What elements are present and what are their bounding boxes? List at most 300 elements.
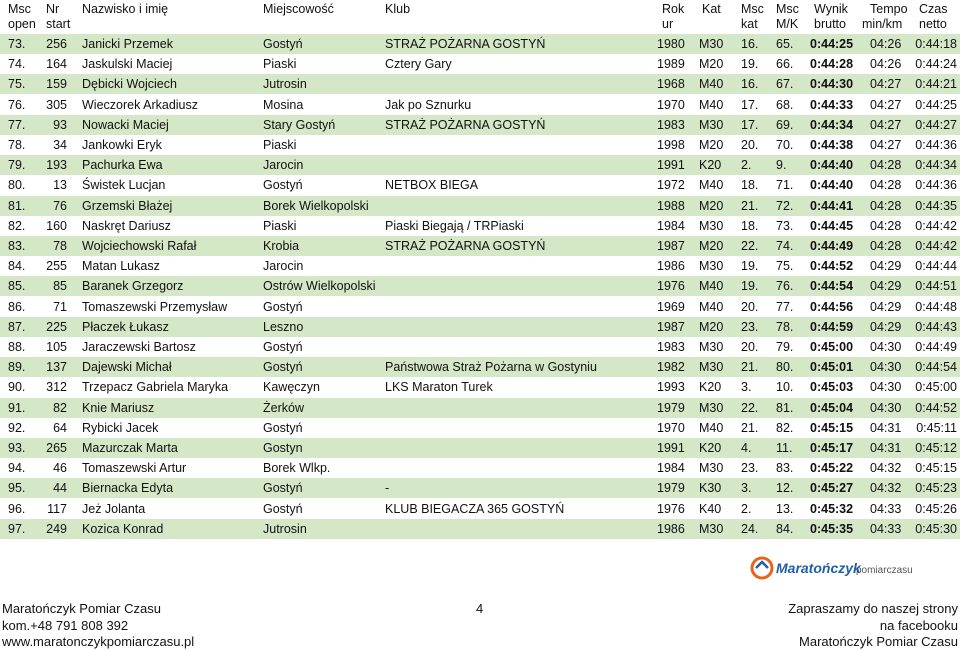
header-text: min/km [862,17,903,31]
cell-tempo: 04:31 [870,441,902,456]
cell-club: NETBOX BIEGA [385,178,479,193]
cell-city: Gostyń [263,178,303,193]
cell-year: 1970 [657,421,685,436]
cell-netto: 0:44:48 [915,300,957,315]
cell-club: Cztery Gary [385,57,452,72]
cell-name: Knie Mariusz [82,401,155,416]
cell-name: Matan Lukasz [82,259,160,274]
cell-name: Mazurczak Marta [82,441,178,456]
cell-year: 1986 [657,522,685,537]
cell-city: Borek Wlkp. [263,461,331,476]
cell-msc: 86. [8,300,26,315]
cell-year: 1991 [657,441,685,456]
cell-city: Gostyń [263,421,303,436]
cell-msc-kat: 2. [741,502,752,517]
cell-msc-mk: 83. [776,461,794,476]
cell-msc-kat: 21. [741,360,759,375]
cell-tempo: 04:27 [870,118,902,133]
cell-nr: 137 [46,360,67,375]
header-text: Msc [741,2,764,16]
cell-club: STRAŻ POŻARNA GOSTYŃ [385,37,546,51]
cell-cat: M30 [699,522,724,537]
footer-facebook[interactable]: na facebooku [879,618,958,633]
cell-nr: 46 [53,461,67,476]
cell-netto: 0:44:54 [915,360,957,375]
cell-cat: M20 [699,199,724,214]
cell-msc: 84. [8,259,26,274]
cell-msc-kat: 19. [741,259,759,274]
cell-msc: 80. [8,178,26,193]
cell-year: 1984 [657,219,685,234]
cell-msc-mk: 72. [776,199,794,214]
cell-tempo: 04:33 [870,522,902,537]
cell-netto: 0:45:15 [915,461,957,476]
cell-name: Dębicki Wojciech [82,77,177,92]
cell-city: Jarocin [263,158,304,173]
cell-msc-mk: 69. [776,118,794,133]
cell-cat: M30 [699,401,724,416]
header-text: Msc [776,2,799,16]
cell-name: Wojciechowski Rafał [82,239,197,254]
header-text: open [8,17,36,31]
cell-city: Gostyń [263,37,303,51]
table-row [0,337,960,357]
header-text: M/K [776,17,799,31]
cell-brutto: 0:44:59 [810,320,854,335]
cell-year: 1983 [657,340,685,355]
cell-brutto: 0:45:17 [810,441,854,456]
cell-msc-mk: 84. [776,522,794,537]
table-row [0,377,960,397]
cell-cat: M30 [699,461,724,476]
cell-city: Piaski [263,57,297,72]
cell-brutto: 0:45:00 [810,340,854,355]
cell-netto: 0:45:30 [915,522,957,537]
header-msc-mk [776,2,799,32]
cell-msc-mk: 67. [776,77,794,92]
cell-cat: M40 [699,279,724,294]
table-row [0,115,960,135]
cell-name: Świstek Lucjan [82,178,166,193]
header-text: start [46,17,71,31]
cell-nr: 305 [46,98,67,113]
table-row [0,175,960,195]
cell-year: 1970 [657,98,685,113]
cell-msc-kat: 17. [741,118,759,133]
cell-netto: 0:45:23 [915,481,957,496]
cell-msc-mk: 65. [776,37,794,51]
cell-brutto: 0:44:40 [810,158,854,173]
cell-netto: 0:44:51 [915,279,957,294]
cell-nr: 160 [46,219,67,234]
cell-year: 1991 [657,158,685,173]
cell-msc-mk: 68. [776,98,794,113]
cell-nr: 82 [53,401,67,416]
footer-phone: kom.+48 791 808 392 [2,618,129,633]
table-row [0,236,960,256]
cell-netto: 0:44:43 [915,320,957,335]
cell-nr: 78 [53,239,67,254]
cell-club: Piaski Biegają / TRPiaski [385,219,524,234]
cell-nr: 76 [53,199,67,214]
cell-year: 1987 [657,320,685,335]
cell-msc-kat: 22. [741,401,759,416]
header-text: netto [919,17,947,31]
cell-brutto: 0:45:32 [810,502,854,517]
cell-name: Rybicki Jacek [82,421,159,436]
cell-name: Grzemski Błażej [82,199,173,214]
cell-tempo: 04:32 [870,481,902,496]
cell-year: 1993 [657,380,685,395]
cell-netto: 0:44:36 [915,178,957,193]
header-brutto [814,2,848,32]
cell-brutto: 0:45:15 [810,421,854,436]
cell-brutto: 0:44:52 [810,259,854,274]
cell-netto: 0:44:52 [915,401,957,416]
cell-name: Trzepacz Gabriela Maryka [82,380,229,395]
cell-name: Naskręt Dariusz [82,219,171,234]
cell-nr: 105 [46,340,67,355]
cell-name: Biernacka Edyta [82,481,174,496]
cell-msc: 92. [8,421,26,436]
cell-city: Gostyn [263,441,303,456]
cell-nr: 159 [46,77,67,92]
table-row [0,458,960,478]
cell-city: Gostyń [263,360,303,375]
cell-msc: 77. [8,118,26,133]
cell-nr: 85 [53,279,67,294]
header-text: kat [741,17,758,31]
footer-invite: Zapraszamy do naszej strony [788,601,958,616]
cell-year: 1976 [657,502,685,517]
cell-year: 1980 [657,37,685,51]
cell-year: 1988 [657,199,685,214]
cell-cat: M20 [699,239,724,254]
cell-tempo: 04:27 [870,138,902,153]
cell-name: Tomaszewski Artur [82,461,187,476]
cell-year: 1986 [657,259,685,274]
cell-netto: 0:44:42 [915,239,957,254]
table-row [0,155,960,175]
cell-tempo: 04:29 [870,300,902,315]
header-nr-start [46,2,70,32]
cell-cat: M20 [699,320,724,335]
cell-nr: 312 [46,380,67,395]
cell-city: Gostyń [263,502,303,517]
cell-name: Wieczorek Arkadiusz [82,98,199,113]
cell-tempo: 04:29 [870,320,902,335]
cell-netto: 0:45:26 [915,502,957,517]
cell-year: 1983 [657,118,685,133]
cell-tempo: 04:28 [870,178,902,193]
cell-brutto: 0:45:22 [810,461,854,476]
table-header [0,0,960,34]
cell-msc: 88. [8,340,26,355]
cell-city: Jutrosin [263,522,307,537]
cell-tempo: 04:30 [870,401,902,416]
cell-netto: 0:44:44 [915,259,957,274]
cell-nr: 44 [53,481,67,496]
cell-city: Piaski [263,219,297,234]
cell-msc: 93. [8,441,26,456]
cell-brutto: 0:45:04 [810,401,854,416]
header-club: Klub [385,2,411,16]
logo-brand: Maratończyk [776,560,861,576]
cell-year: 1979 [657,401,685,416]
cell-name: Jeż Jolanta [82,502,146,517]
cell-club: STRAŻ POŻARNA GOSTYŃ [385,239,546,254]
cell-msc-kat: 19. [741,57,759,72]
cell-msc: 74. [8,57,26,72]
table-row [0,357,960,377]
cell-netto: 0:44:24 [915,57,957,72]
cell-name: Płaczek Łukasz [82,320,169,335]
cell-brutto: 0:44:25 [810,37,854,51]
cell-msc: 94. [8,461,26,476]
cell-nr: 117 [47,502,67,517]
maratonczyk-logo [750,553,913,583]
cell-cat: M30 [699,259,724,274]
header-year [662,2,684,32]
header-text: Msc [8,2,31,16]
cell-cat: K20 [699,158,722,173]
cell-name: Nowacki Maciej [82,118,169,133]
cell-club: Państwowa Straż Pożarna w Gostyniu [385,360,597,375]
footer-page-number: 4 [476,601,484,616]
header-cat: Kat [702,2,721,16]
cell-brutto: 0:44:45 [810,219,854,234]
cell-netto: 0:44:49 [915,340,957,355]
cell-msc: 90. [8,380,26,395]
cell-msc-mk: 9. [776,158,787,173]
cell-tempo: 04:27 [870,98,902,113]
cell-name: Janicki Przemek [82,37,173,51]
cell-tempo: 04:28 [870,219,902,234]
cell-year: 1987 [657,239,685,254]
cell-msc-mk: 80. [776,360,794,375]
footer-company-right: Maratończyk Pomiar Czasu [799,634,958,649]
cell-cat: M30 [699,118,724,133]
cell-brutto: 0:44:40 [810,178,854,193]
cell-msc-kat: 24. [741,522,759,537]
cell-msc-mk: 75. [776,259,794,274]
cell-msc-kat: 2. [741,158,752,173]
cell-tempo: 04:28 [870,199,902,214]
cell-msc: 73. [8,37,26,51]
cell-brutto: 0:45:01 [810,360,854,375]
cell-msc-mk: 79. [776,340,794,355]
cell-tempo: 04:32 [870,461,902,476]
cell-city: Gostyń [263,340,303,355]
table-row [0,216,960,236]
cell-netto: 0:44:27 [915,118,957,133]
cell-msc-kat: 23. [741,320,759,335]
cell-name: Jaraczewski Bartosz [82,340,196,355]
cell-nr: 255 [46,259,67,274]
header-text: Tempo [870,2,908,16]
cell-club: - [385,481,390,496]
cell-name: Pachurka Ewa [82,158,163,173]
cell-msc-kat: 23. [741,461,759,476]
cell-cat: M40 [699,178,724,193]
cell-brutto: 0:45:27 [810,481,854,496]
header-text: brutto [814,17,846,31]
cell-tempo: 04:30 [870,340,902,355]
cell-nr: 13 [53,178,67,193]
cell-city: Stary Gostyń [263,118,336,133]
cell-cat: M20 [699,57,724,72]
cell-name: Tomaszewski Przemysław [82,300,228,315]
cell-netto: 0:44:21 [915,77,957,92]
cell-msc-kat: 17. [741,98,759,113]
table-row [0,34,960,54]
logo-sub: pomiarczasu [856,565,913,576]
cell-city: Leszno [263,320,304,335]
cell-city: Żerków [263,401,304,416]
cell-msc-kat: 22. [741,239,759,254]
cell-tempo: 04:28 [870,239,902,254]
cell-nr: 225 [46,320,67,335]
cell-year: 1969 [657,300,685,315]
cell-msc-kat: 3. [741,481,752,496]
table-row [0,95,960,115]
cell-msc-kat: 20. [741,340,759,355]
cell-msc-mk: 66. [776,57,794,72]
table-row [0,74,960,94]
cell-msc-mk: 78. [776,320,794,335]
cell-club: KLUB BIEGACZA 365 GOSTYŃ [385,502,565,517]
cell-netto: 0:45:11 [916,421,957,436]
cell-msc-mk: 10. [776,380,794,395]
table-row [0,256,960,276]
cell-city: Krobia [263,239,300,254]
cell-nr: 93 [53,118,67,133]
cell-msc-mk: 77. [776,300,794,315]
cell-year: 1989 [657,57,685,72]
cell-cat: K20 [699,380,722,395]
footer-website[interactable]: www.maratonczykpomiarczasu.pl [2,634,195,649]
cell-year: 1976 [657,279,685,294]
cell-city: Jarocin [263,259,304,274]
cell-nr: 164 [46,57,67,72]
cell-msc-kat: 16. [741,77,759,92]
cell-msc-kat: 18. [741,219,759,234]
cell-msc-mk: 11. [776,441,793,456]
header-text: Nr [46,2,60,16]
maratonczyk-logo-mark [750,553,913,583]
cell-cat: M40 [699,421,724,436]
cell-msc: 95. [8,481,26,496]
cell-club: LKS Maraton Turek [385,380,493,395]
cell-nr: 249 [46,522,67,537]
cell-netto: 0:44:35 [915,199,957,214]
cell-msc-kat: 19. [741,279,759,294]
cell-brutto: 0:44:41 [810,199,854,214]
cell-name: Dajewski Michał [82,360,172,375]
cell-msc-mk: 73. [776,219,794,234]
header-msc-kat [741,2,764,32]
header-city: Miejscowość [263,2,334,16]
cell-tempo: 04:29 [870,279,902,294]
cell-city: Jutrosin [263,77,307,92]
cell-msc-mk: 74. [776,239,794,254]
cell-msc-mk: 76. [776,279,794,294]
cell-brutto: 0:45:35 [810,522,854,537]
cell-nr: 256 [46,37,67,51]
table-row [0,418,960,438]
cell-tempo: 04:27 [870,77,902,92]
cell-city: Ostrów Wielkopolski [263,279,376,294]
cell-msc: 82. [8,219,26,234]
cell-tempo: 04:26 [870,57,902,72]
cell-nr: 34 [53,138,67,153]
cell-msc-mk: 70. [776,138,794,153]
cell-cat: M30 [699,340,724,355]
cell-msc-kat: 20. [741,300,759,315]
cell-year: 1998 [657,138,685,153]
cell-nr: 265 [46,441,67,456]
cell-msc-kat: 21. [741,199,759,214]
cell-brutto: 0:44:28 [810,57,854,72]
cell-msc: 79. [8,158,26,173]
header-text: Rok [662,2,685,16]
cell-netto: 0:44:42 [915,219,957,234]
cell-brutto: 0:44:56 [810,300,854,315]
cell-brutto: 0:44:34 [810,118,854,133]
cell-brutto: 0:45:03 [810,380,854,395]
cell-msc-kat: 20. [741,138,759,153]
cell-nr: 71 [53,300,67,315]
cell-club: Jak po Sznurku [385,98,472,113]
cell-msc: 91. [8,401,26,416]
cell-msc-mk: 81. [776,401,794,416]
cell-tempo: 04:29 [870,259,902,274]
cell-tempo: 04:31 [870,421,902,436]
header-netto [919,2,947,32]
cell-netto: 0:44:25 [915,98,957,113]
cell-tempo: 04:30 [870,360,902,375]
cell-msc-mk: 82. [776,421,794,436]
cell-cat: K40 [699,502,722,517]
cell-city: Mosina [263,98,304,113]
cell-brutto: 0:44:54 [810,279,854,294]
cell-club: STRAŻ POŻARNA GOSTYŃ [385,118,546,133]
cell-year: 1982 [657,360,685,375]
cell-city: Kawęczyn [263,380,320,395]
cell-msc: 97. [8,522,26,537]
cell-city: Gostyń [263,300,303,315]
cell-tempo: 04:33 [870,502,902,517]
cell-year: 1979 [657,481,685,496]
cell-brutto: 0:44:49 [810,239,854,254]
cell-year: 1968 [657,77,685,92]
header-name: Nazwisko i imię [82,2,169,16]
cell-nr: 64 [53,421,67,436]
cell-cat: M30 [699,37,724,51]
cell-name: Jaskulski Maciej [82,57,173,72]
cell-netto: 0:44:36 [915,138,957,153]
header-msc-open [8,2,36,32]
table-row [0,499,960,519]
table-row [0,519,960,539]
table-row [0,276,960,296]
table-row [0,398,960,418]
footer-company: Maratończyk Pomiar Czasu [2,601,161,616]
table-row [0,297,960,317]
cell-msc: 89. [8,360,26,375]
cell-brutto: 0:44:38 [810,138,854,153]
table-row [0,135,960,155]
